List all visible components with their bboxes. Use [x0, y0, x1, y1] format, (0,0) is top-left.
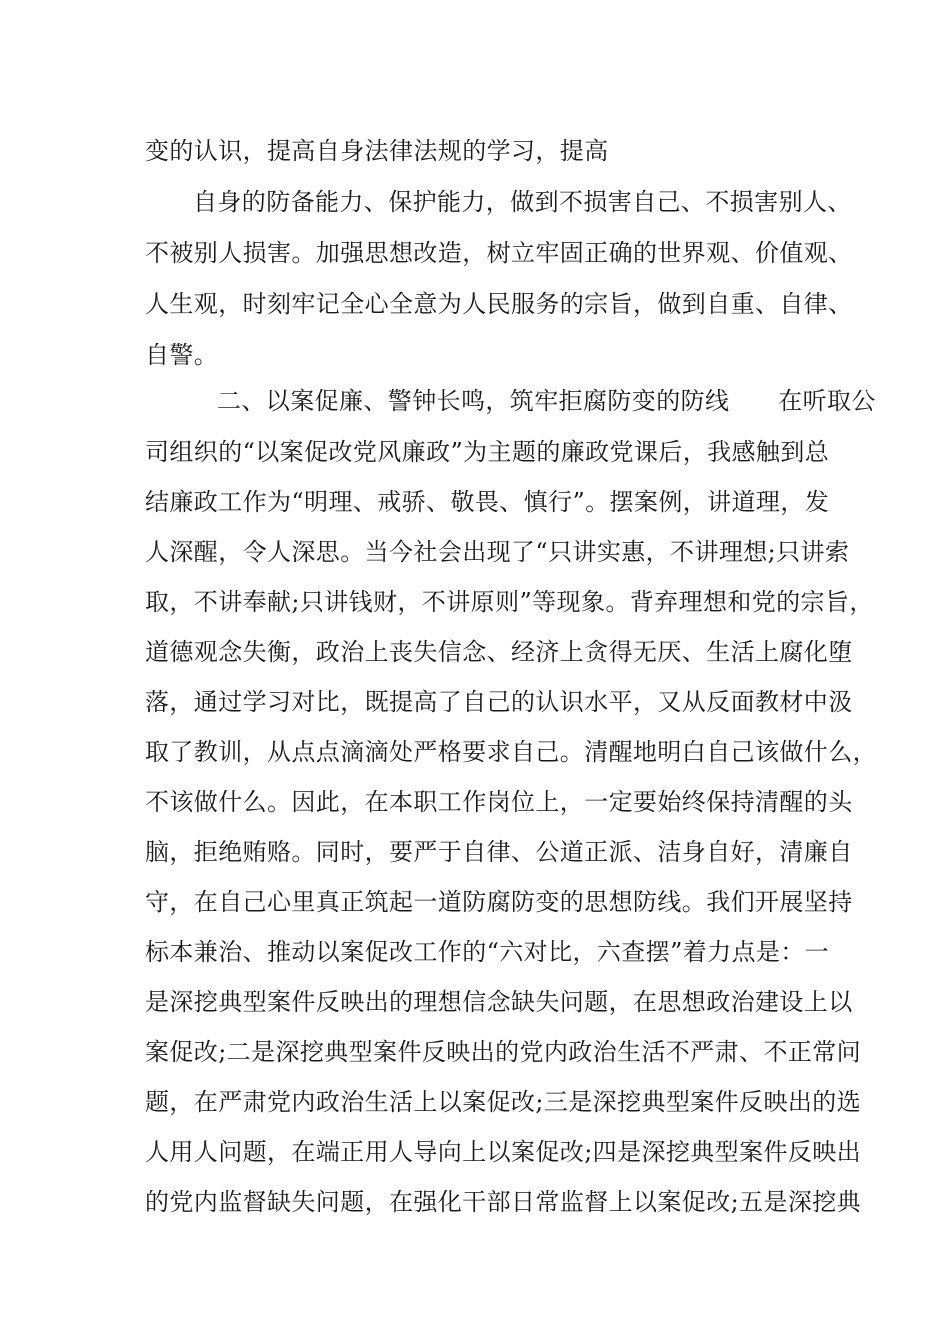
text-line: 司组织的“以案促改党风廉政”为主题的廉政党课后，我感触到总: [145, 438, 830, 466]
text-line: 自身的防备能力、保护能力，做到不损害自己、不损害别人、: [193, 188, 852, 216]
text-line: 标本兼治、推动以案促改工作的“六对比，六查摆”着力点是：一: [145, 938, 830, 966]
text-line: 道德观念失衡，政治上丧失信念、经济上贪得无厌、生活上腐化堕: [145, 638, 853, 666]
text-line: 自警。: [145, 341, 219, 369]
text-line: 变的认识，提高自身法律法规的学习，提高: [145, 137, 609, 165]
text-line: 结廉政工作为“明理、戒骄、敬畏、慎行”。摆案例，讲道理，发: [145, 488, 830, 516]
text-line: 守，在自己心里真正筑起一道防腐防变的思想防线。我们开展坚持: [145, 888, 853, 916]
text-line: 不被别人损害。加强思想改造，树立牢固正确的世界观、价值观、: [145, 239, 853, 267]
text-line: 取了教训，从点点滴滴处严格要求自己。清醒地明白自己该做什么，: [145, 738, 877, 766]
text-line: 脑，拒绝贿赂。同时，要严于自律、公道正派、洁身自好，清廉自: [145, 838, 853, 866]
text-line: 落，通过学习对比，既提高了自己的认识水平，又从反面教材中汲: [145, 688, 853, 716]
text-line: 人用人问题，在端正用人导向上以案促改;四是深挖典型案件反映出: [145, 1138, 862, 1166]
text-line: 不该做什么。因此，在本职工作岗位上，一定要始终保持清醒的头: [145, 788, 853, 816]
text-line: 取，不讲奉献;只讲钱财，不讲原则”等现象。背弃理想和党的宗旨，: [145, 588, 874, 616]
text-line: 的党内监督缺失问题，在强化干部日常监督上以案促改;五是深挖典: [145, 1188, 862, 1216]
text-line: 是深挖典型案件反映出的理想信念缺失问题，在思想政治建设上以: [145, 988, 853, 1016]
text-line: 人深醒，令人深思。当今社会出现了“只讲实惠，不讲理想;只讲索: [145, 538, 850, 566]
text-line: 人生观，时刻牢记全心全意为人民服务的宗旨，做到自重、自律、: [145, 290, 853, 318]
section-heading-line: 二、以案促廉、警钟长鸣，筑牢拒腐防变的防线 在听取公: [217, 387, 876, 415]
text-line: 案促改;二是深挖典型案件反映出的党内政治生活不严肃、不正常问: [145, 1038, 862, 1066]
text-line: 题，在严肃党内政治生活上以案促改;三是深挖典型案件反映出的选: [145, 1088, 862, 1116]
